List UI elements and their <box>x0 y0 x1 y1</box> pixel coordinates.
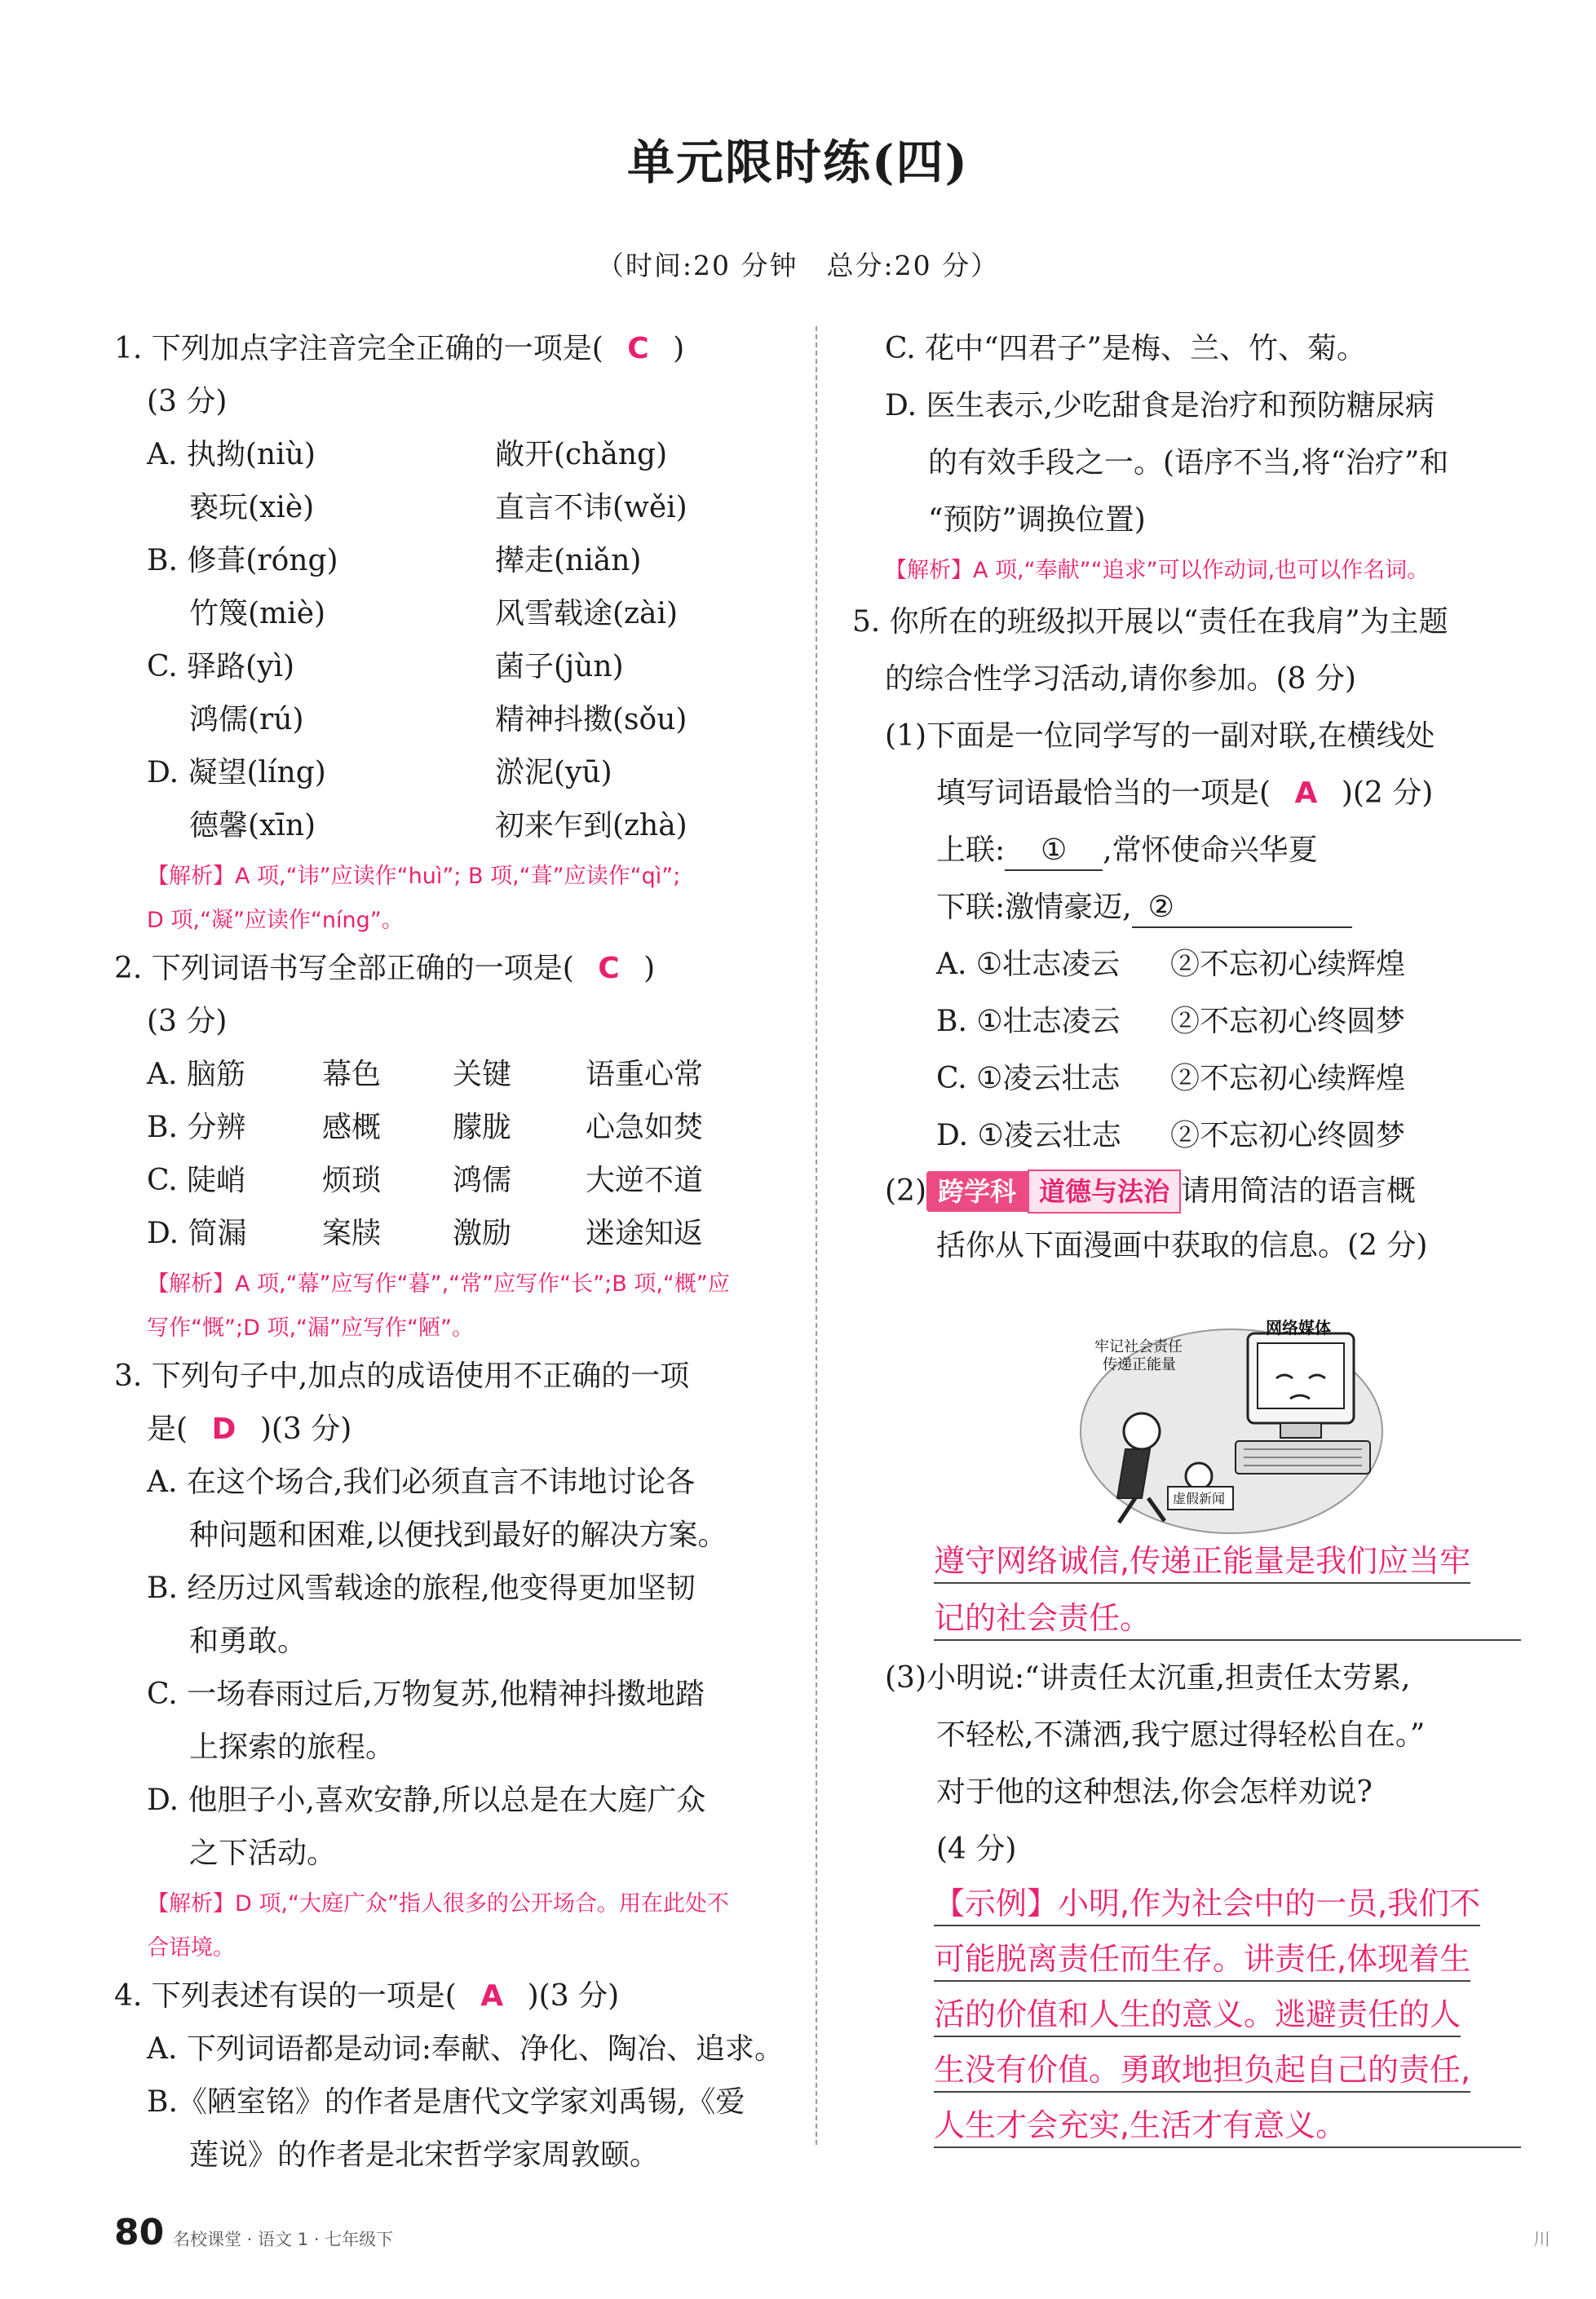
q3-explain-1: 【解析】D 项,“大庭广众”指人很多的公开场合。用在此处不 <box>147 1891 729 1917</box>
cross-subject-tag: 跨学科 <box>926 1171 1028 1212</box>
lower-label: 下联:激情豪迈, <box>936 891 1132 924</box>
q2-row-1-2: 朦胧 <box>453 1111 512 1144</box>
q1-row-6-a: D. 凝望(líng) <box>147 756 326 789</box>
q5-p3-answer-4: 人生才会充实,生活才有意义。 <box>934 2106 1521 2148</box>
cartoon-text-3: 网络媒体 <box>1266 1318 1331 1337</box>
q3-stem: 3. 下列句子中,加点的成语使用不正确的一项 <box>114 1360 690 1393</box>
q5-p1-line-1: (1)下面是一位同学写的一副对联,在横线处 <box>885 719 1435 753</box>
q1-stem-text: 1. 下列加点字注音完全正确的一项是( <box>114 332 603 365</box>
q2-row-2-0: C. 陡峭 <box>147 1164 246 1197</box>
q2-row-2-2: 鸿儒 <box>453 1164 512 1197</box>
q1-close: ) <box>673 332 685 365</box>
q4-line-5: 的有效手段之一。(语序不当,将“治疗”和 <box>928 446 1449 480</box>
q5-option-2-a: C. ①凌云壮志 <box>936 1062 1121 1095</box>
q1-row-3-b: 风雪载途(zài) <box>495 597 679 630</box>
q1-row-1-b: 直言不讳(wěi) <box>495 491 687 524</box>
q2-row-1-1: 感概 <box>322 1111 382 1144</box>
q2-row-3-1: 案牍 <box>322 1217 382 1250</box>
q5-option-1-a: B. ①壮志凌云 <box>936 1005 1121 1038</box>
q2-explain-2: 写作“慨”;D 项,“漏”应写作“陋”。 <box>147 1315 474 1341</box>
q2-explain-1: 【解析】A 项,“幕”应写作“暮”,“常”应写作“长”;B 项,“概”应 <box>147 1271 730 1297</box>
q5-p3-answer-1: 可能脱离责任而生存。讲责任,体现着生 <box>934 1939 1470 1982</box>
lower-blank: ② <box>1132 889 1352 928</box>
q3-line-1: 种问题和困难,以便找到最好的解决方案。 <box>189 1519 727 1552</box>
q2-row-0-2: 关键 <box>453 1058 512 1091</box>
q1-explain-2: D 项,“凝”应读作“níng”。 <box>147 908 404 933</box>
q5-p2-answer-1: 遵守网络诚信,传递正能量是我们应当牢 <box>934 1541 1470 1584</box>
q4-line-1: B.《陋室铭》的作者是唐代文学家刘禹锡,《爱 <box>147 2085 745 2119</box>
q5-option-3-b: ②不忘初心终圆梦 <box>1170 1119 1406 1152</box>
q4-explain: 【解析】A 项,“奉献”“追求”可以作动词,也可以作名词。 <box>885 558 1430 583</box>
subject-tag: 道德与法治 <box>1028 1169 1181 1214</box>
q4-answer: A <box>480 1979 504 2013</box>
cartoon-text-4: 虚假新闻 <box>1173 1491 1226 1506</box>
cartoon-illustration <box>1077 1309 1386 1537</box>
q2-stem-text: 2. 下列词语书写全部正确的一项是( <box>114 952 574 985</box>
q5-p3-line-0: (3)小明说:“讲责任太沉重,担责任太劳累, <box>885 1661 1411 1695</box>
footer-region-mark: 川 <box>1533 2230 1550 2249</box>
q3-stem-2 <box>147 1411 351 1448</box>
q1-row-6-b: 淤泥(yū) <box>495 756 612 789</box>
q4-stem <box>114 1978 619 2015</box>
q5-option-0-b: ②不忘初心续辉煌 <box>1170 948 1406 981</box>
page-subtitle: （时间:20 分钟 总分:20 分） <box>596 250 1000 281</box>
q1-row-2-b: 撵走(niǎn) <box>495 544 642 577</box>
q5-stem-1: 5. 你所在的班级拟开展以“责任在我肩”为主题 <box>852 605 1448 639</box>
q1-score: (3 分) <box>147 385 228 418</box>
upper-blank: ① <box>1005 832 1103 871</box>
cartoon-text-1: 牢记社会责任 <box>1094 1338 1183 1355</box>
q1-row-7-b: 初来乍到(zhà) <box>495 809 687 842</box>
q2-row-2-1: 烦琐 <box>322 1164 382 1197</box>
q4-line-2: 莲说》的作者是北宋哲学家周敦颐。 <box>189 2138 660 2172</box>
page-number: 80 <box>114 2212 165 2253</box>
q5-p1-answer: A <box>1294 776 1318 810</box>
q3-stem-2-text: 是( <box>147 1413 188 1446</box>
q5-option-0-a: A. ①壮志凌云 <box>936 948 1121 981</box>
q2-close: ) <box>643 952 656 985</box>
q2-row-3-3: 迷途知返 <box>586 1217 704 1250</box>
cartoon-text-2: 传递正能量 <box>1103 1356 1176 1373</box>
q1-row-7-a: 德馨(xīn) <box>189 809 316 842</box>
q2-row-1-3: 心急如焚 <box>586 1111 704 1144</box>
q4-line-3: C. 花中“四君子”是梅、兰、竹、菊。 <box>885 332 1366 365</box>
q1-row-0-b: 敞开(chǎng) <box>495 438 668 471</box>
q5-p3-answer-2: 活的价值和人生的意义。逃避责任的人 <box>934 1995 1461 2037</box>
q1-answer: C <box>627 332 649 365</box>
q2-row-1-0: B. 分辨 <box>147 1111 246 1144</box>
q1-row-0-a: A. 执拗(niù) <box>147 438 316 471</box>
q3-line-7: 之下活动。 <box>189 1837 337 1870</box>
q1-row-2-a: B. 修葺(róng) <box>147 544 338 577</box>
q5-stem-2: 的综合性学习活动,请你参加。(8 分) <box>885 662 1356 696</box>
q1-row-5-b: 精神抖擞(sǒu) <box>495 703 687 736</box>
q5-option-1-b: ②不忘初心终圆梦 <box>1170 1005 1406 1038</box>
q3-line-6: D. 他胆子小,喜欢安静,所以总是在大庭广众 <box>147 1784 706 1817</box>
q3-line-4: C. 一场春雨过后,万物复苏,他精神抖擞地踏 <box>147 1678 705 1711</box>
q1-row-3-a: 竹篾(miè) <box>189 597 326 630</box>
q2-row-3-2: 激励 <box>453 1217 512 1250</box>
q3-line-5: 上探索的旅程。 <box>189 1731 396 1764</box>
q5-p1-close: )(2 分) <box>1341 776 1434 810</box>
q2-row-2-3: 大逆不道 <box>586 1164 704 1197</box>
q3-line-0: A. 在这个场合,我们必须直言不讳地讨论各 <box>147 1466 696 1499</box>
q5-option-3-a: D. ①凌云壮志 <box>936 1119 1121 1152</box>
q2-row-0-1: 幕色 <box>322 1058 382 1091</box>
q5-p3-line-3: (4 分) <box>936 1833 1017 1866</box>
q5-upper-couplet <box>936 832 1318 871</box>
q2-stem <box>114 950 655 988</box>
q5-p3-line-1: 不轻松,不潇洒,我宁愿过得轻松自在。” <box>936 1718 1426 1752</box>
upper-label: 上联: <box>936 833 1006 867</box>
q5-p3-answer-3: 生没有价值。勇敢地担负起自己的责任, <box>934 2050 1470 2093</box>
upper-rest: ,常怀使命兴华夏 <box>1103 833 1318 867</box>
q2-row-0-3: 语重心常 <box>586 1058 704 1091</box>
page-title: 单元限时练(四) <box>627 135 969 190</box>
footer-text: 名校课堂 · 语文 1 · 七年级下 <box>173 2230 394 2249</box>
q4-line-0: A. 下列词语都是动词:奉献、净化、陶冶、追求。 <box>147 2032 785 2066</box>
q1-row-4-b: 菌子(jùn) <box>495 650 624 683</box>
q2-answer: C <box>598 952 620 985</box>
q2-row-3-0: D. 简漏 <box>147 1217 247 1250</box>
q4-stem-text: 4. 下列表述有误的一项是( <box>114 1979 457 2013</box>
q5-p3-answer-0: 【示例】小明,作为社会中的一员,我们不 <box>934 1884 1480 1926</box>
q5-p1-line-2 <box>936 775 1433 812</box>
q3-line-2: B. 经历过风雪载途的旅程,他变得更加坚韧 <box>147 1572 696 1605</box>
q1-explain-1: 【解析】A 项,“讳”应读作“huì”; B 项,“葺”应读作“qì”; <box>147 864 681 889</box>
column-divider <box>816 326 817 2145</box>
q5-p1-line-2-text: 填写词语最恰当的一项是( <box>936 776 1271 810</box>
q5-p3-line-2: 对于他的这种想法,你会怎样劝说? <box>936 1775 1373 1809</box>
q4-close: )(3 分) <box>527 1979 620 2013</box>
q5-lower-couplet <box>936 889 1352 928</box>
q5-p2-line-2: 括你从下面漫画中获取的信息。(2 分) <box>936 1229 1428 1262</box>
q3-answer: D <box>211 1413 237 1446</box>
q3-explain-2: 合语境。 <box>147 1935 235 1961</box>
q5-option-2-b: ②不忘初心续辉煌 <box>1170 1062 1406 1095</box>
q2-row-0-0: A. 脑筋 <box>147 1058 245 1091</box>
q5-p2-rest: 请用简洁的语言概 <box>1181 1174 1417 1208</box>
q1-row-5-a: 鸿儒(rú) <box>189 703 304 736</box>
q5-p2-answer-2: 记的社会责任。 <box>934 1598 1521 1641</box>
q5-p2-line-1 <box>885 1169 1416 1214</box>
q1-stem <box>114 330 684 368</box>
q3-close: )(3 分) <box>259 1413 352 1446</box>
q4-line-4: D. 医生表示,少吃甜食是治疗和预防糖尿病 <box>885 389 1435 422</box>
q1-row-4-a: C. 驿路(yì) <box>147 650 295 683</box>
q2-score: (3 分) <box>147 1005 228 1038</box>
q3-line-3: 和勇敢。 <box>189 1625 307 1658</box>
q4-line-6: “预防”调换位置) <box>928 503 1146 537</box>
q5-p2-prefix: (2) <box>885 1174 926 1208</box>
q1-row-1-a: 亵玩(xiè) <box>189 491 315 524</box>
